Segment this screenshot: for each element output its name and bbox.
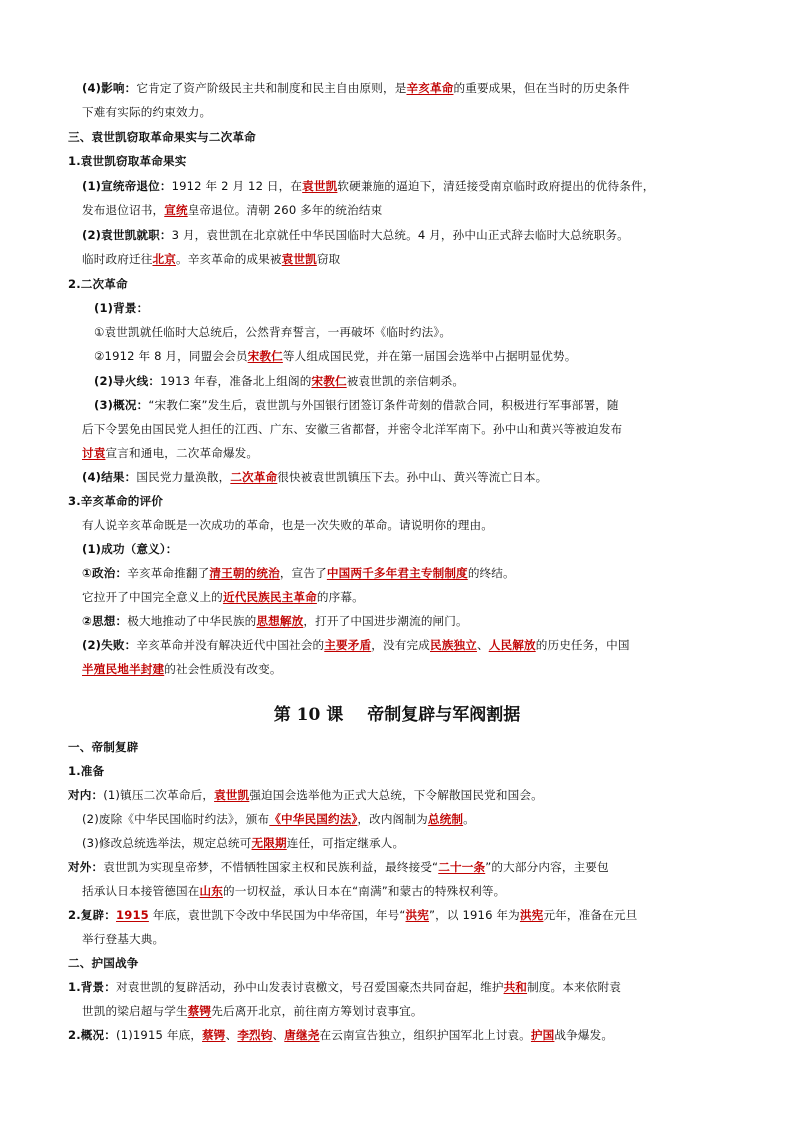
body-text: 先后离开北京，前往南方筹划讨袁事宜。 xyxy=(211,1004,423,1018)
body-text: 的社会性质没有改变。 xyxy=(164,662,282,676)
heading-label: (1)成功（意义）： xyxy=(82,542,178,556)
body-text: 被袁世凯的亲信刺杀。 xyxy=(346,374,465,388)
heading-label: (2)袁世凯就职： xyxy=(82,228,172,242)
body-text: 1913 年春，准备北上组阁的 xyxy=(160,374,312,388)
body-text: ①袁世凯就任临时大总统后，公然背弃誓言，一再破坏《临时约法》。 xyxy=(94,325,452,339)
text-line xyxy=(82,811,475,827)
key-term: 二次革命 xyxy=(230,470,278,484)
key-term: 二十一条 xyxy=(438,860,486,874)
body-text: 国民党力量涣散， xyxy=(136,470,231,484)
body-text: 1912 年 2 月 12 日，在 xyxy=(171,179,303,193)
text-line xyxy=(68,276,128,292)
heading-label: ①政治： xyxy=(82,566,128,580)
body-text: 的重要成果，但在当时的历史条件 xyxy=(453,81,630,95)
heading-label: 二、护国战争 xyxy=(68,956,139,970)
key-term: 近代民族民主革命 xyxy=(222,590,317,604)
text-line xyxy=(82,661,282,677)
key-term: 袁世凯 xyxy=(281,252,317,266)
lesson-name: 帝制复辟与军阀割据 xyxy=(367,705,521,725)
body-text: 下难有实际的约束效力。 xyxy=(82,105,212,119)
body-text: 、 xyxy=(225,1028,238,1042)
key-term: 唐继尧 xyxy=(284,1028,320,1042)
body-text: ”的大部分内容，主要包 xyxy=(485,860,609,874)
heading-label: ②思想： xyxy=(82,614,128,628)
key-term: 半殖民地半封建 xyxy=(82,662,165,676)
text-line xyxy=(68,955,138,971)
text-line xyxy=(82,931,164,947)
body-text: 临时政府迁往 xyxy=(82,252,153,266)
body-text: 发布退位诏书， xyxy=(82,203,165,217)
body-text: 制度。本来依附袁 xyxy=(527,980,622,994)
heading-label: 2.复辟： xyxy=(68,908,117,922)
heading-label: 对内： xyxy=(68,788,104,802)
text-line xyxy=(68,153,186,169)
body-text: 强迫国会选举他为正式大总统，下令解散国民党和国会。 xyxy=(249,788,543,802)
body-text: 举行登基大典。 xyxy=(82,932,165,946)
text-line xyxy=(82,517,493,533)
key-term: 讨袁 xyxy=(82,446,106,460)
key-term: 中国两千多年君主专制制度 xyxy=(326,566,468,580)
heading-label: 2.概况： xyxy=(68,1028,117,1042)
key-term: 北京 xyxy=(152,252,176,266)
text-line xyxy=(68,979,621,995)
text-line xyxy=(82,589,364,605)
body-text: “宋教仁案”发生后，袁世凯与外国银行团签订条件苛刻的借款合同，积极进行军事部署，随 xyxy=(148,398,619,412)
body-text: 世凯的梁启超与学生 xyxy=(82,1004,188,1018)
key-term: 1915 xyxy=(116,908,149,922)
body-text: 的序幕。 xyxy=(316,590,364,604)
body-text: 它拉开了中国完全意义上的 xyxy=(82,590,223,604)
body-text: ，打开了中国进步潮流的闸门。 xyxy=(303,614,468,628)
body-text: 的终结。 xyxy=(467,566,515,580)
key-term: 蔡锷 xyxy=(187,1004,212,1018)
key-term: 人民解放 xyxy=(488,638,536,652)
key-term: 总统制 xyxy=(427,812,464,826)
text-line xyxy=(94,300,148,316)
body-text: 它肯定了资产阶级民主共和制度和民主自由原则，是 xyxy=(136,81,407,95)
text-line xyxy=(82,202,382,218)
body-text: 宣言和通电，二次革命爆发。 xyxy=(105,446,259,460)
body-text: 等人组成国民党，并在第一届国会选举中占据明显优势。 xyxy=(282,349,577,363)
heading-label: (1)背景： xyxy=(94,301,149,315)
text-line xyxy=(68,859,609,875)
text-line xyxy=(82,1003,423,1019)
text-line xyxy=(94,373,464,389)
body-text: 辛亥革命推翻了 xyxy=(127,566,210,580)
text-line xyxy=(82,251,340,267)
text-line xyxy=(68,907,637,923)
body-text: (1)镇压二次革命后， xyxy=(103,788,215,802)
key-term: 袁世凯 xyxy=(302,179,338,193)
body-text: 连任，可指定继承人。 xyxy=(286,836,405,850)
text-line xyxy=(82,104,211,120)
body-text: 元年，准备在元旦 xyxy=(543,908,638,922)
body-text: (2)废除《中华民国临时约法》，颁布 xyxy=(82,812,270,826)
key-term: 洪宪 xyxy=(519,908,544,922)
heading-label: 1.背景： xyxy=(68,980,117,994)
text-line xyxy=(68,1027,613,1043)
body-text: 的历史任务，中国 xyxy=(535,638,630,652)
body-text: 括承认日本接管德国在 xyxy=(82,884,200,898)
heading-label: (3)概况： xyxy=(94,398,149,412)
body-text: 皇帝退位。清朝 260 多年的统治结束 xyxy=(187,203,383,217)
text-line xyxy=(94,348,576,364)
heading-label: 一、帝制复辟 xyxy=(68,740,139,754)
key-term: 无限期 xyxy=(251,836,287,850)
body-text: ，宣告了 xyxy=(279,566,327,580)
heading-label: 1.袁世凯窃取革命果实 xyxy=(68,154,187,168)
body-text: 。辛亥革命的成果被 xyxy=(175,252,282,266)
text-line xyxy=(68,787,543,803)
heading-label: (2)失败： xyxy=(82,638,137,652)
text-line xyxy=(82,445,258,461)
text-line xyxy=(94,324,451,340)
text-line xyxy=(94,397,619,413)
key-term: 共和 xyxy=(503,980,528,994)
body-text: 对袁世凯的复辟活动，孙中山发表讨袁檄文，号召爱国豪杰共同奋起，维护 xyxy=(116,980,504,994)
lesson-title xyxy=(0,704,794,726)
body-text: (1)1915 年底， xyxy=(116,1028,203,1042)
text-line xyxy=(82,637,630,653)
text-line xyxy=(68,739,138,755)
heading-label: (2)导火线： xyxy=(94,374,161,388)
key-term: 宋教仁 xyxy=(311,374,347,388)
heading-label: 3.辛亥革命的评价 xyxy=(68,494,163,508)
heading-label: 对外： xyxy=(68,860,104,874)
text-line xyxy=(82,178,655,194)
key-term: 护国 xyxy=(530,1028,555,1042)
key-term: 《中华民国约法》 xyxy=(269,812,358,826)
body-text: ②1912 年 8 月，同盟会会员 xyxy=(94,349,248,363)
text-line xyxy=(82,565,515,581)
text-line xyxy=(82,541,178,557)
key-term: 思想解放 xyxy=(256,614,304,628)
key-term: 袁世凯 xyxy=(214,788,250,802)
body-text: ，没有完成 xyxy=(371,638,430,652)
body-text: 袁世凯为实现皇帝梦，不惜牺牲国家主权和民族利益，最终接受“ xyxy=(103,860,439,874)
key-term: 清王朝的统治 xyxy=(209,566,280,580)
body-text: 很快被袁世凯镇压下去。孙中山、黄兴等流亡日本。 xyxy=(277,470,548,484)
key-term: 主要矛盾 xyxy=(324,638,372,652)
text-line xyxy=(82,80,630,96)
body-text: 的一切权益，承认日本在“南满”和蒙古的特殊权利等。 xyxy=(222,884,506,898)
body-text: 战争爆发。 xyxy=(554,1028,614,1042)
heading-label: 三、袁世凯窃取革命果实与二次革命 xyxy=(68,130,256,144)
body-text: 在云南宣告独立，组织护国军北上讨袁。 xyxy=(319,1028,531,1042)
lesson-number: 第 10 课 xyxy=(273,705,344,725)
key-term: 辛亥革命 xyxy=(406,81,454,95)
text-line xyxy=(82,421,622,437)
text-line xyxy=(82,883,505,899)
text-line xyxy=(82,613,468,629)
body-text: 3 月，袁世凯在北京就任中华民国临时大总统。4 月，孙中山正式辞去临时大总统职务。 xyxy=(171,228,629,242)
text-line xyxy=(68,493,163,509)
key-term: 李烈钧 xyxy=(237,1028,273,1042)
body-text: 。 xyxy=(463,812,475,826)
key-term: 宋教仁 xyxy=(247,349,283,363)
body-text: 、 xyxy=(476,638,489,652)
key-term: 洪宪 xyxy=(405,908,430,922)
text-line xyxy=(82,469,547,485)
body-text: 、 xyxy=(272,1028,285,1042)
body-text: ，改内阁制为 xyxy=(357,812,428,826)
text-line xyxy=(82,227,629,243)
heading-label: (4)结果： xyxy=(82,470,137,484)
key-term: 宣统 xyxy=(164,203,188,217)
body-text: 辛亥革命并没有解决近代中国社会的 xyxy=(136,638,325,652)
heading-label: 1.准备 xyxy=(68,764,105,778)
key-term: 民族独立 xyxy=(429,638,477,652)
body-text: 有人说辛亥革命既是一次成功的革命，也是一次失败的革命。请说明你的理由。 xyxy=(82,518,494,532)
body-text: 极大地推动了中华民族的 xyxy=(127,614,257,628)
body-text: 后下令罢免由国民党人担任的江西、广东、安徽三省都督，并密令北洋军南下。孙中山和黄兴等被迫发布 xyxy=(82,422,623,436)
body-text: ”，以 1916 年为 xyxy=(429,908,520,922)
body-text: 软硬兼施的逼迫下，清廷接受南京临时政府提出的优待条件， xyxy=(337,179,655,193)
heading-label: 2.二次革命 xyxy=(68,277,128,291)
body-text: 年底，袁世凯下令改中华民国为中华帝国，年号“ xyxy=(148,908,406,922)
heading-label: (1)宣统帝退位： xyxy=(82,179,172,193)
body-text: (3)修改总统选举法，规定总统可 xyxy=(82,836,252,850)
key-term: 蔡锷 xyxy=(202,1028,226,1042)
text-line xyxy=(68,763,104,779)
text-line xyxy=(82,835,404,851)
heading-label: (4)影响： xyxy=(82,81,137,95)
text-line xyxy=(68,129,256,145)
body-text: 窃取 xyxy=(316,252,341,266)
key-term: 山东 xyxy=(199,884,223,898)
